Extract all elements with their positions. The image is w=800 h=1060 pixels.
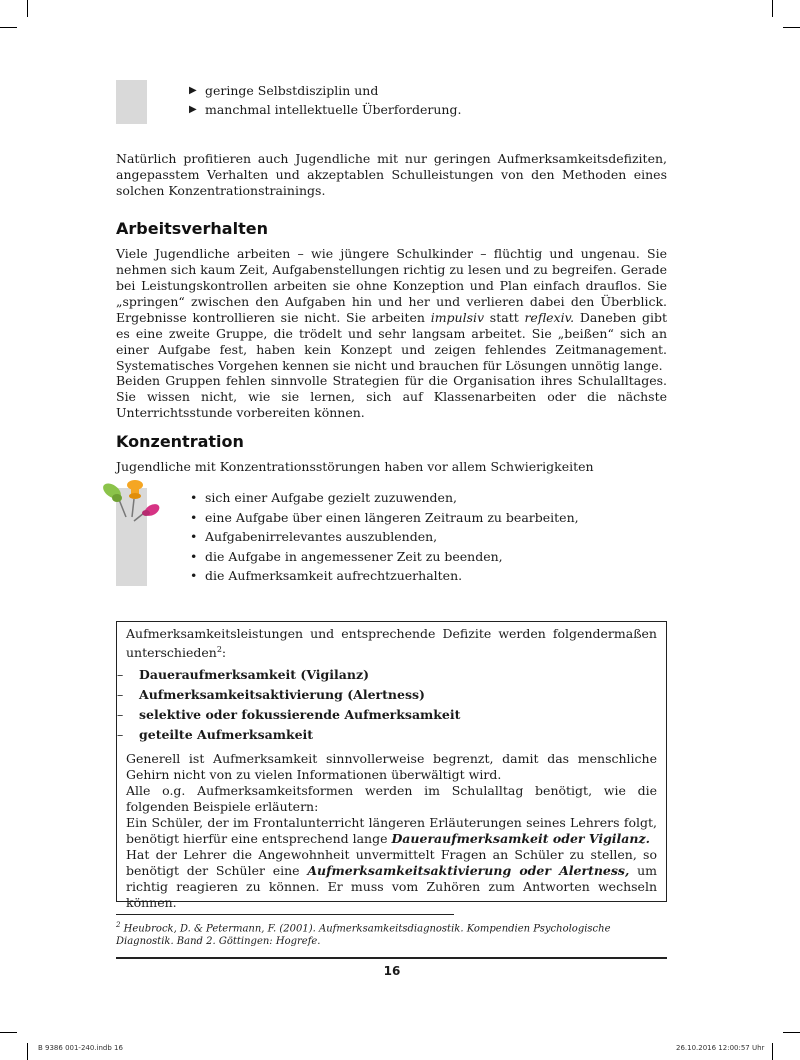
pushpins-icon [96,477,168,529]
section-heading: Konzentration [116,432,244,451]
section-paragraph: Beiden Gruppen fehlen sinnvolle Strategien für die Organisation ihres Schulalltages. Sie wissen nicht, wie sie lernen, sich auf Klassenarbeiten oder die nächste Unterrichtsstunde vorbereiten können. [116,373,667,420]
box-paragraph: Ein Schüler, der im Frontalunterricht längeren Erläuterungen seines Lehrers folgt, benötigt hierfür eine entsprechend lange Daueraufmerksamkeit oder Vigilanz. [126,815,657,847]
list-item: • die Aufmerksamkeit aufrechtzuerhalten. [190,568,463,583]
crop-mark [0,27,17,28]
attention-types-list [117,665,657,745]
print-footer-right: 26.10.2016 12:00:57 Uhr [676,1044,765,1052]
section-lead: Jugendliche mit Konzentrationsstörungen haben vor allem Schwierigkeiten [116,459,594,474]
crop-mark [772,1043,773,1060]
list-item: • die Aufgabe in angemessener Zeit zu beenden, [190,548,503,564]
crop-mark [783,1032,800,1033]
page-number: 16 [383,964,401,978]
crop-mark [772,0,773,17]
section-paragraph: Viele Jugendliche arbeiten – wie jüngere Schulkinder – flüchtig und ungenau. Sie nehmen sich kaum Zeit, Aufgabenstellungen richtig zu lesen und zu begreifen. Gerade bei Leistungskontrollen arbeiten sie ohne Konzeption und Plan einfach drauflos. Sie „springen“ zwischen den Aufgaben hin und her und verlieren dabei den Überblick. Ergebnisse kontrollieren sie nicht. Sie arbeiten impulsiv statt reflexiv. Daneben gibt es eine zweite Gruppe, die trödelt und sehr langsam arbeitet. Sie „beißen“ sich an einer Aufgabe fest, haben kein Konzept und zeigen fehlendes Zeitmanagement. Systematisches Vorgehen kennen sie nicht und brauchen für Lösungen unnötig lange. [116,246,667,373]
difficulties-list [189,488,659,586]
section-heading: Arbeitsverhalten [116,219,268,238]
intro-paragraph: Natürlich profitieren auch Jugendliche mit nur geringen Aufmerksamkeitsdefiziten, angepasstem Verhalten und akzeptablen Schulleistungen von den Methoden eines solchen Konzentrationstrainings. [116,151,667,198]
footnote-rule [116,914,454,915]
footnote: $^2$ Heubrock, D. & Petermann, F. (2001). Aufmerksamkeitsdiagnostik. Kompendien Psychologische Diagnostik. Band 2. Göttingen: Hogrefe. [116,921,611,948]
list-item: • sich einer Aufgabe gezielt zuzuwenden, [190,490,457,505]
list-item: – Aufmerksamkeitsaktivierung (Alertness) [117,687,425,703]
list-item: • Aufgabenirrelevantes auszublenden, [190,529,438,544]
list-item: – Daueraufmerksamkeit (Vigilanz) [117,667,369,683]
box-paragraph: Alle o.g. Aufmerksamkeitsformen werden im Schulalltag benötigt, wie die folgenden Beispiele erläutern: [126,783,657,815]
list-item: • eine Aufgabe über einen längeren Zeitraum zu bearbeiten, [190,509,579,525]
list-item: – geteilte Aufmerksamkeit [117,727,314,743]
list-item: ▶ manchmal intellektuelle Überforderung. [189,102,462,117]
triangle-bullet-icon: ▶ [189,104,197,115]
page-rule [116,957,667,959]
crop-mark [0,1032,17,1033]
info-box [116,621,667,911]
intro-bullet-list [189,81,649,119]
list-item: ▶ geringe Selbstdisziplin und [189,83,379,98]
triangle-bullet-icon: ▶ [189,85,197,96]
crop-mark [27,1043,28,1060]
print-footer-left: B 9386 001-240.indb 16 [38,1044,123,1052]
crop-mark [27,0,28,17]
box-paragraph: Generell ist Aufmerksamkeit sinnvollerweise begrenzt, damit das menschliche Gehirn nicht von zu vielen Informationen überwältigt wird. [126,751,657,783]
grey-margin-bar [116,80,147,124]
box-paragraph: Hat der Lehrer die Angewohnheit unvermittelt Fragen an Schüler zu stellen, so benötigt der Schüler eine Aufmerksamkeitsaktivierung oder Alertness, um richtig reagieren zu können. Er muss vom Zuhören zum Antworten wechseln können. [126,847,657,911]
box-intro: Aufmerksamkeitsleistungen und entsprechende Defizite werden folgendermaßen unterschieden$^2$: [126,626,657,661]
list-item: – selektive oder fokussierende Aufmerksamkeit [117,707,461,723]
crop-mark [783,27,800,28]
